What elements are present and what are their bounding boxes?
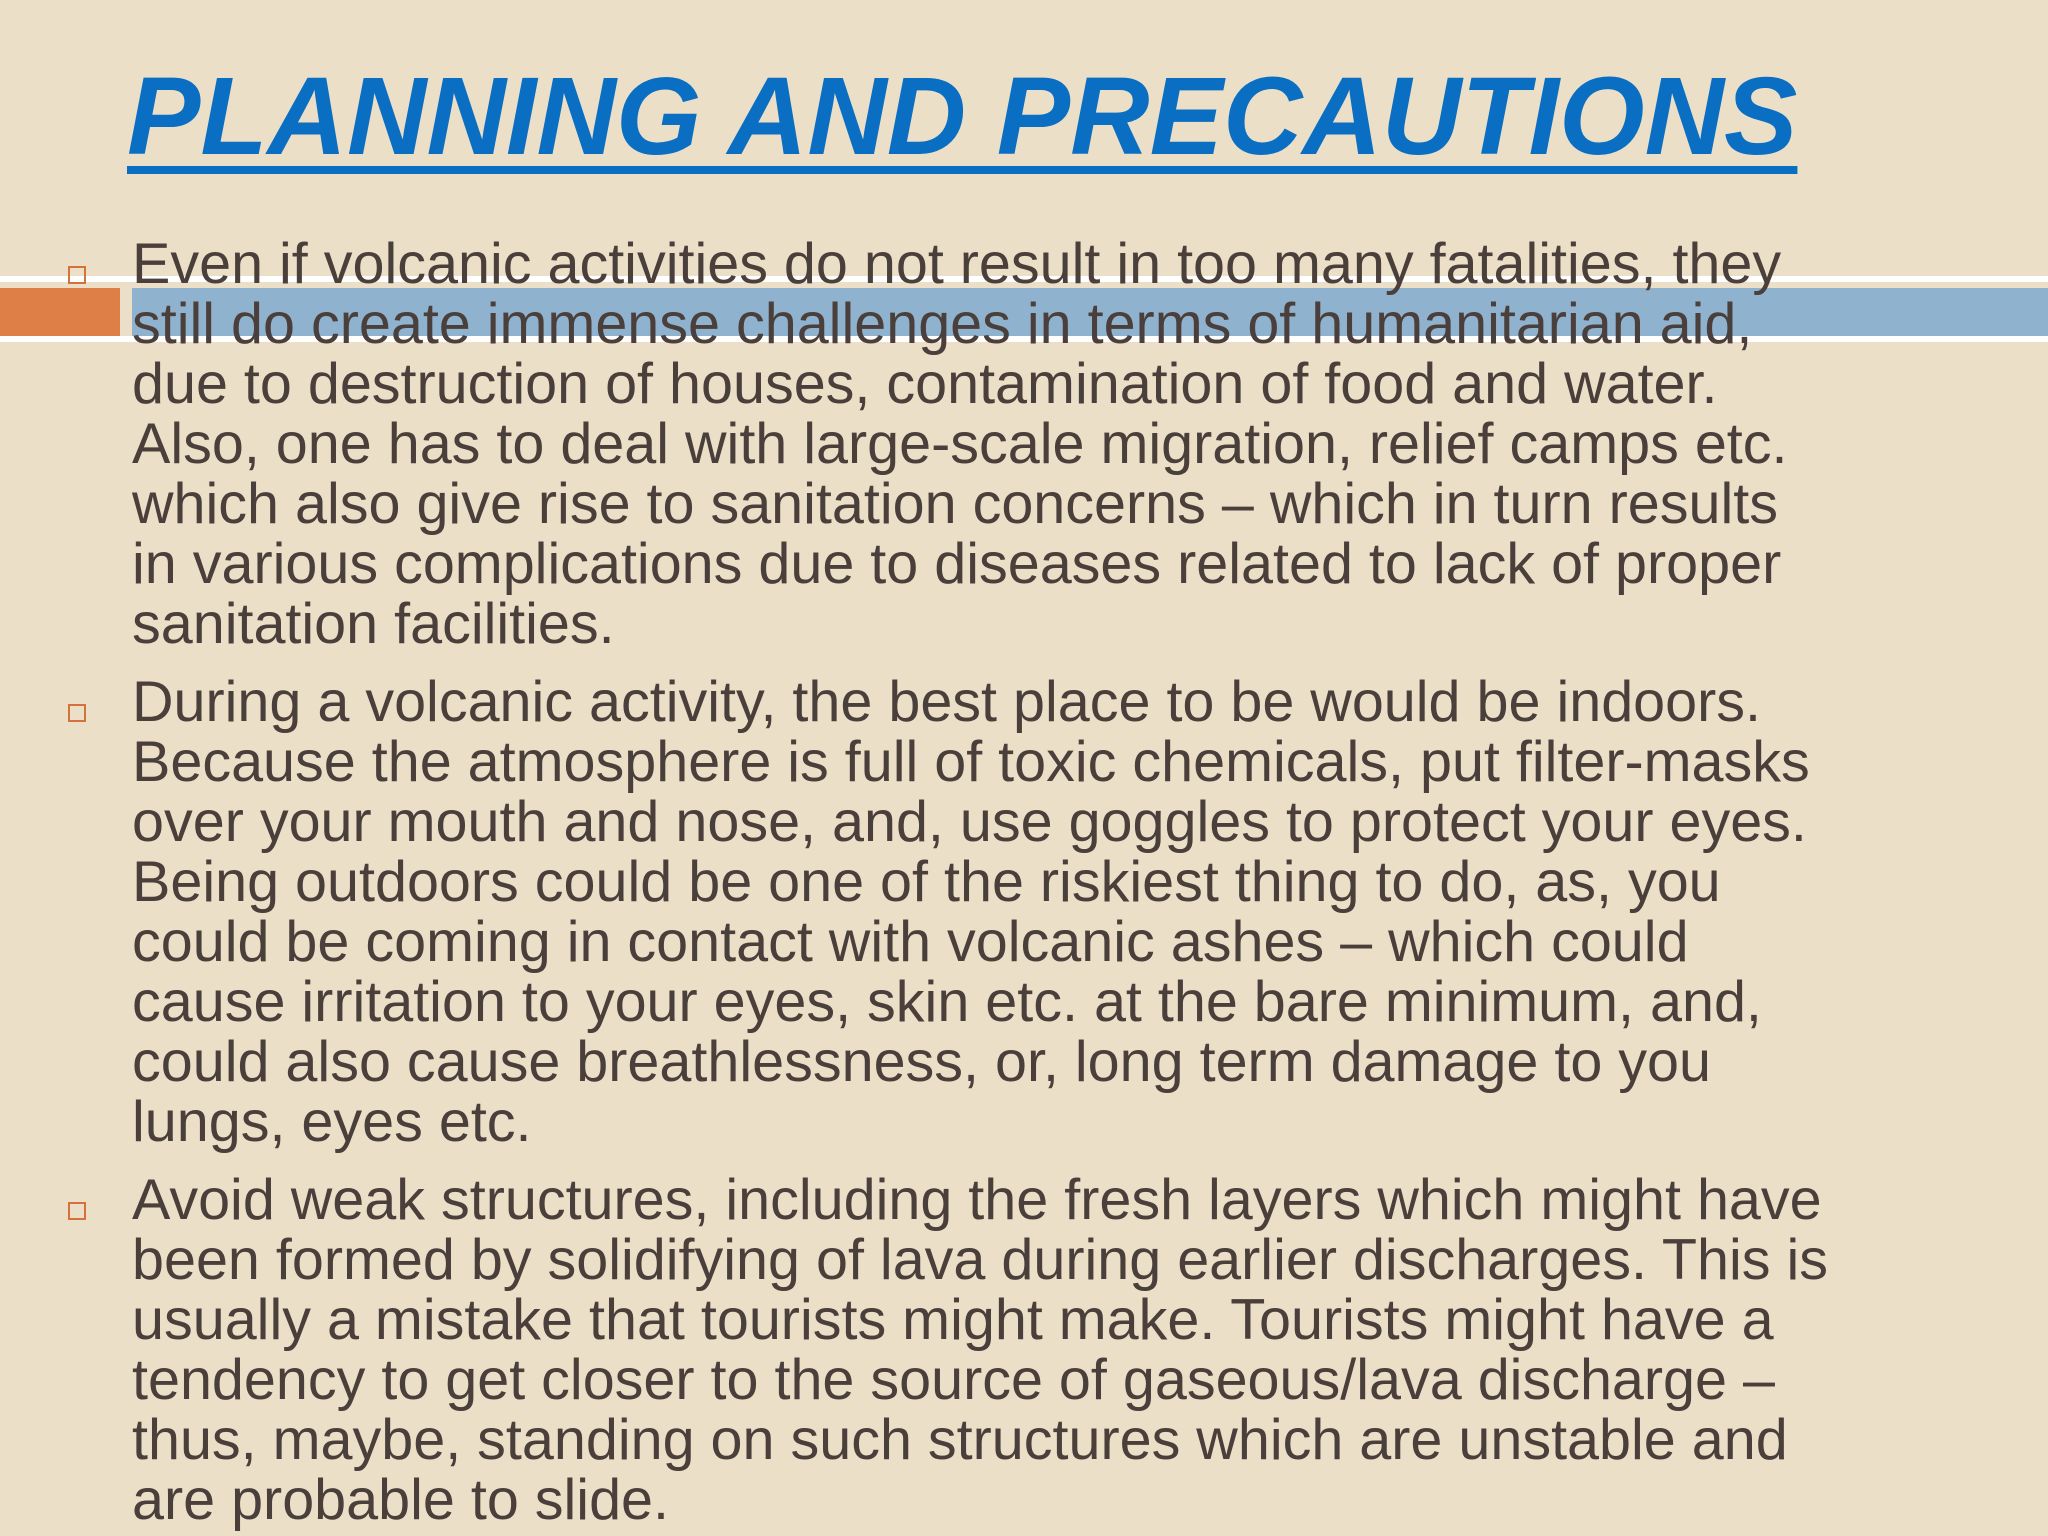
bullet-item	[0, 234, 2048, 654]
hollow-square-icon	[68, 1202, 86, 1220]
hollow-square-icon	[68, 704, 86, 722]
bullet-text: Even if volcanic activities do not result in too many fatalities, they still do create immense challenges in terms of humanitarian aid, due to destruction of houses, contamination of food and water. Also, one has to deal with large-scale migration, relief camps etc. which also give rise to sanitation concerns – which in turn results in various complications due to diseases related to lack of proper sanitation facilities.	[132, 232, 1788, 656]
hollow-square-icon	[68, 266, 86, 284]
bullet-list	[0, 234, 2048, 1536]
bullet-item	[0, 1170, 2048, 1530]
bullet-text: Avoid weak structures, including the fresh layers which might have been formed by solidifying of lava during earlier discharges. This is usually a mistake that tourists might make. Tourists might have a tendency to get closer to the source of gaseous/lava discharge – thus, maybe, standing on such structures which are unstable and are probable to slide.	[132, 1168, 1829, 1532]
bullet-item	[0, 672, 2048, 1152]
slide-title: PLANNING AND PRECAUTIONS	[127, 55, 1798, 178]
bullet-text: During a volcanic activity, the best place to be would be indoors. Because the atmosphere is full of toxic chemicals, put filter-masks over your mouth and nose, and, use goggles to protect your eyes. Being outdoors could be one of the riskiest thing to do, as, you could be coming in contact with volcanic ashes – which could cause irritation to your eyes, skin etc. at the bare minimum, and, could also cause breathlessness, or, long term damage to you lungs, eyes etc.	[132, 670, 1810, 1154]
